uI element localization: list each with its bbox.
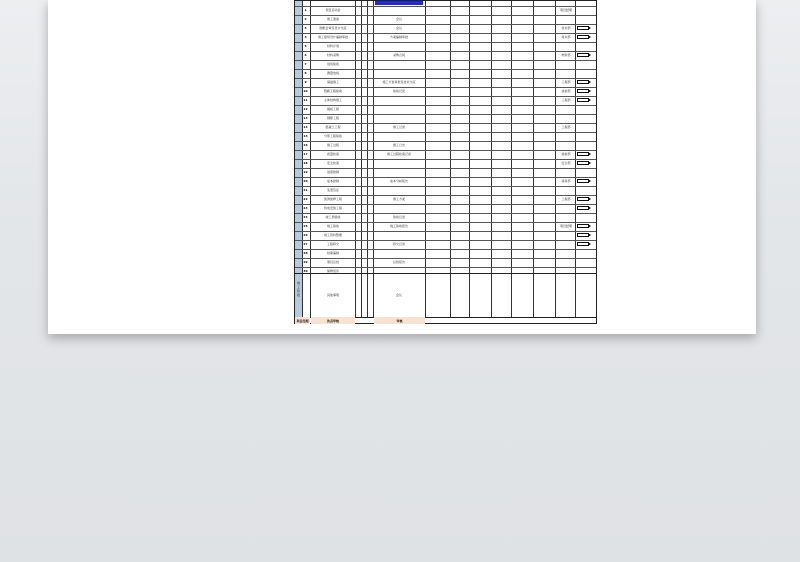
row-responsible: 质检部 (561, 89, 571, 93)
row-number: 23 (303, 206, 308, 210)
row-desc: 采购合同 (392, 53, 405, 57)
row-desc: 方案编制审批 (389, 35, 408, 39)
flow-arrow-icon (577, 206, 589, 210)
row-responsible: 物资部 (561, 53, 571, 57)
row-name: 安全检查 (326, 161, 339, 165)
flow-arrow-icon (577, 89, 589, 93)
grid-line (295, 87, 596, 88)
row-number: 30 (303, 269, 308, 273)
row-responsible: 质检部 (561, 152, 571, 156)
row-number: 12 (303, 107, 308, 111)
row-number: 22 (303, 197, 308, 201)
footer-label-3: 审核 (396, 319, 403, 323)
row-number: 3 (304, 26, 307, 30)
row-name: 钢筋工程 (326, 116, 339, 120)
row-desc: 移交记录 (392, 242, 405, 246)
row-responsible: 工程部 (561, 125, 571, 129)
row-number: 29 (303, 260, 308, 264)
footer-label-2: 负责审核 (326, 319, 339, 323)
row-name: 结算编制 (326, 251, 339, 255)
row-desc: 会议 (395, 26, 402, 30)
grid-line (295, 150, 596, 151)
grid-line (295, 6, 596, 7)
row-number: 16 (303, 143, 308, 147)
row-number: 24 (303, 215, 308, 219)
row-name: 模板工程 (326, 107, 339, 111)
row-number: 2 (304, 17, 307, 21)
row-desc: 施工过程检查记录 (386, 152, 411, 156)
row-desc: 验收记录 (392, 89, 405, 93)
row-name: 竣工资料整理 (323, 233, 342, 237)
row-desc: 施工日志 (392, 143, 405, 147)
flow-arrow-icon (577, 26, 589, 30)
row-desc: 会议 (395, 17, 402, 21)
grid-line (295, 249, 596, 250)
grid-line (295, 51, 596, 52)
row-name: 项目总结 (326, 260, 339, 264)
row-number: 28 (303, 251, 308, 255)
row-name: 进场验收 (326, 62, 339, 66)
grid-line (295, 60, 596, 61)
row-number: 10 (303, 89, 308, 93)
row-desc: 验收记录 (392, 215, 405, 219)
grid-line (295, 33, 596, 34)
flow-arrow-icon (577, 35, 589, 39)
row-number: 26 (303, 233, 308, 237)
row-name: 进度控制 (326, 170, 339, 174)
grid-line (295, 15, 596, 16)
row-desc: 总结报告 (392, 260, 405, 264)
row-name: 材料计划 (326, 44, 339, 48)
flow-arrow-icon (577, 161, 589, 165)
grid-line (295, 177, 596, 178)
row-name: 混凝土工程 (325, 125, 341, 129)
row-responsible: 商务部 (561, 179, 571, 183)
row-name: 工程移交 (326, 242, 339, 246)
row-name: 变更签证 (326, 188, 339, 192)
row-responsible: 项目经理 (559, 8, 572, 12)
row-desc: 施工记录 (392, 125, 405, 129)
grid-line (295, 114, 596, 115)
grid-line (295, 123, 596, 124)
row-number: 21 (303, 188, 308, 192)
row-number: 18 (303, 161, 308, 165)
row-name: 隐蔽工程验收 (323, 89, 342, 93)
row-name: 测量放线 (326, 71, 339, 75)
row-number: 11 (303, 98, 308, 102)
row-name: 机电安装工程 (323, 206, 342, 210)
schedule-table (294, 0, 597, 324)
row-number: 13 (303, 116, 308, 120)
flow-arrow-icon (577, 98, 589, 102)
document-page (48, 0, 756, 334)
grid-line (295, 78, 596, 79)
row-responsible: 工程部 (561, 197, 571, 201)
row-responsible: 技术部 (561, 35, 571, 39)
grid-line (295, 168, 596, 169)
row-number: 15 (303, 134, 308, 138)
row-responsible: 项目经理 (559, 224, 572, 228)
grid-line (295, 222, 596, 223)
row-responsible: 工程部 (561, 98, 571, 102)
row-name: 成本控制 (326, 179, 339, 183)
row-number: 27 (303, 242, 308, 246)
flow-arrow-icon (577, 80, 589, 84)
row-responsible: 技术部 (561, 26, 571, 30)
row-number: 8 (304, 71, 307, 75)
grid-line (295, 213, 596, 214)
flow-arrow-icon (577, 53, 589, 57)
flow-arrow-icon (577, 179, 589, 183)
grid-line (295, 105, 596, 106)
flow-arrow-icon (577, 242, 589, 246)
highlight-bar (375, 1, 423, 5)
flow-arrow-icon (577, 197, 589, 201)
row-name: 材料采购 (326, 53, 339, 57)
grid-line (295, 231, 596, 232)
grid-line (295, 69, 596, 70)
large-row-name: 其他事项 (326, 293, 339, 297)
grid-line (295, 195, 596, 196)
grid-line (295, 24, 596, 25)
grid-line (295, 267, 596, 268)
row-number: 6 (304, 53, 307, 57)
row-number: 7 (304, 62, 307, 66)
grid-line (295, 42, 596, 43)
row-name: 施工组织设计编制审批 (317, 35, 348, 39)
row-desc: 施工方案审批及技术交底 (382, 80, 416, 84)
grid-line (295, 96, 596, 97)
row-name: 竣工预验收 (325, 215, 341, 219)
row-name: 保修回访 (326, 269, 339, 273)
row-number: 17 (303, 152, 308, 156)
grid-line (295, 186, 596, 187)
grid-line (295, 141, 596, 142)
row-name: 竣工验收 (326, 224, 339, 228)
row-number: 9 (304, 80, 307, 84)
row-name: 分部工程验收 (323, 134, 342, 138)
row-number: 14 (303, 125, 308, 129)
row-desc: 竣工验收报告 (389, 224, 408, 228)
row-number: 5 (304, 44, 307, 48)
flow-arrow-icon (577, 224, 589, 228)
row-name: 图纸会审及设计交底 (319, 26, 347, 30)
row-name: 质量检查 (326, 152, 339, 156)
grid-line (295, 204, 596, 205)
footer-label-1: 项目经理 (296, 319, 309, 323)
row-responsible: 工程部 (561, 80, 571, 84)
large-row-desc: 会议 (395, 293, 402, 297)
row-number: 20 (303, 179, 308, 183)
row-desc: 成本分析报告 (389, 179, 408, 183)
flow-arrow-icon (577, 152, 589, 156)
row-name: 施工准备 (326, 17, 339, 21)
section-label: 竣工阶段 (296, 281, 300, 297)
row-number: 1 (304, 8, 307, 12)
row-number: 4 (304, 35, 307, 39)
row-name: 施工过程 (326, 143, 339, 147)
flow-arrow-icon (577, 233, 589, 237)
row-number: 19 (303, 170, 308, 174)
grid-line (295, 132, 596, 133)
row-responsible: 安全部 (561, 161, 571, 165)
row-name: 装饰装修工程 (323, 197, 342, 201)
row-number: 25 (303, 224, 308, 228)
grid-line (295, 240, 596, 241)
grid-line (295, 159, 596, 160)
row-name: 主体结构施工 (323, 98, 342, 102)
grid-line (295, 273, 596, 274)
row-desc: 施工方案 (392, 197, 405, 201)
grid-line (295, 258, 596, 259)
row-name: 基础施工 (326, 80, 339, 84)
row-name: 项目启动会 (325, 8, 341, 12)
